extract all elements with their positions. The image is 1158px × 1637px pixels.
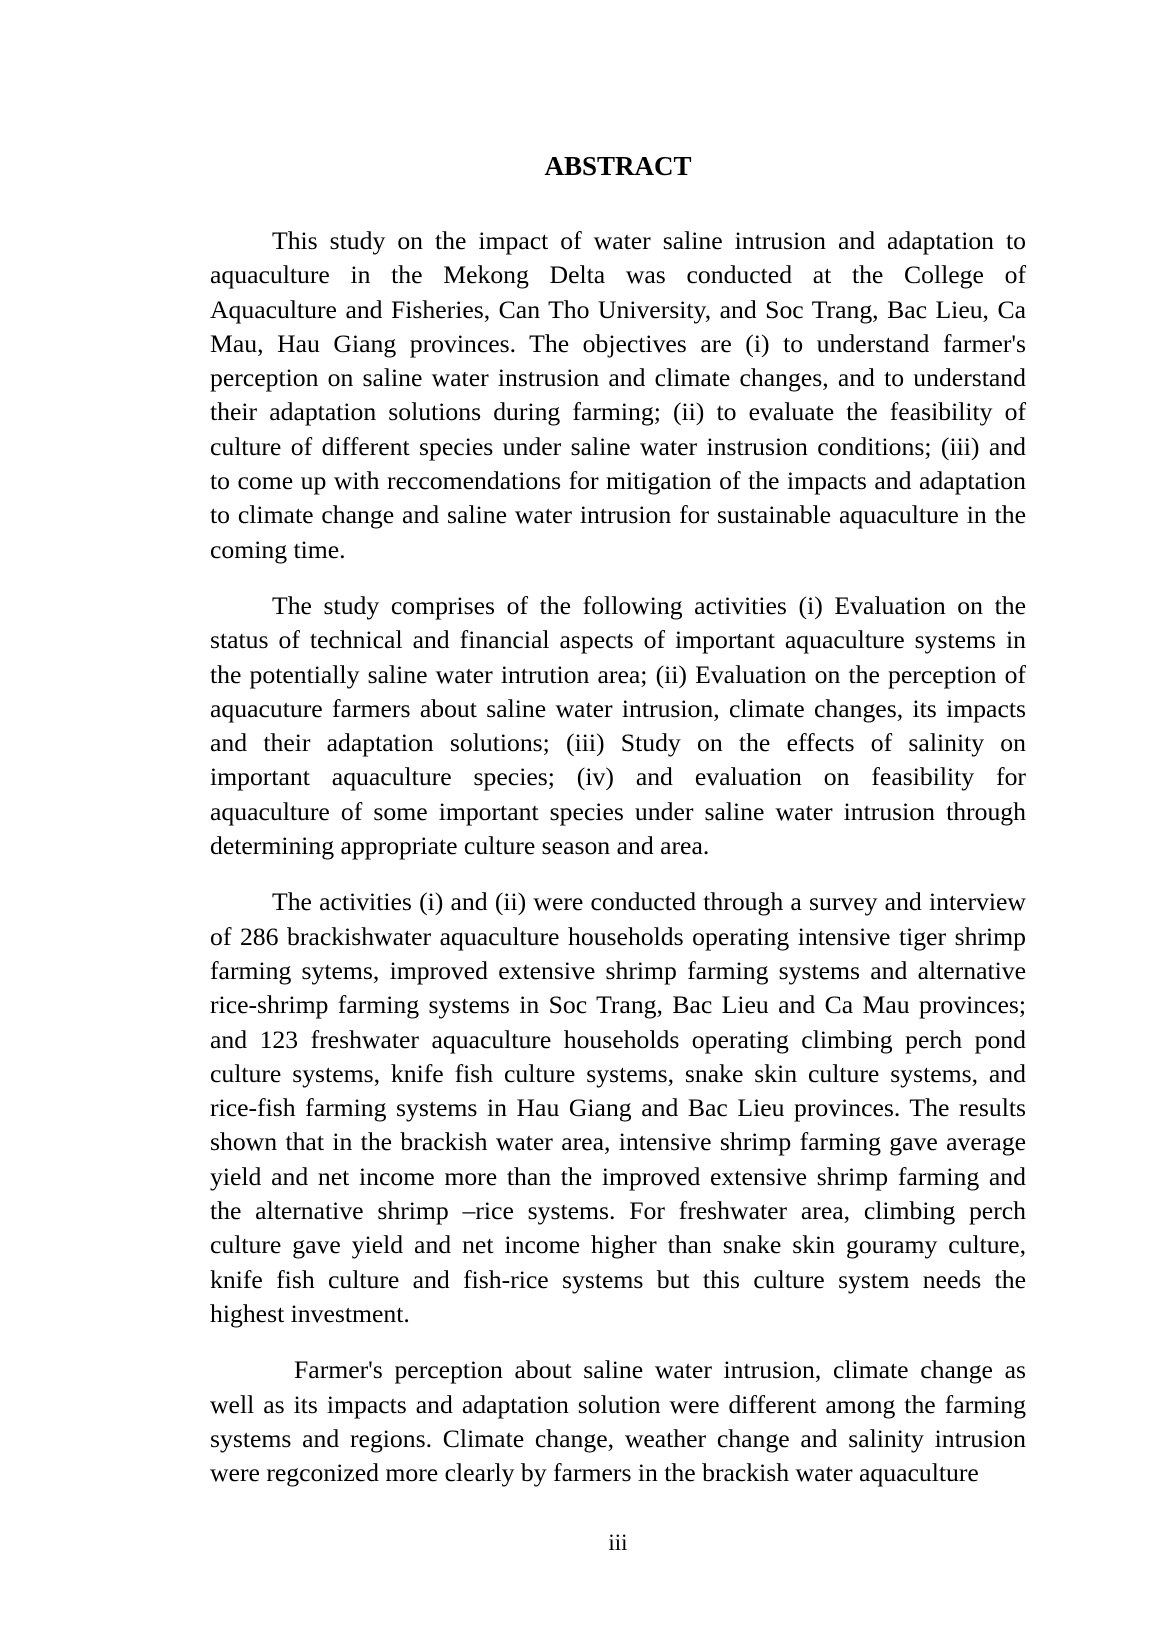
abstract-body	[210, 224, 1026, 1490]
text-line: aquacuture farmers about saline water intrusion, climate changes, its impacts	[210, 693, 1026, 723]
text-line: and 123 freshwater aquaculture households operating climbing perch pond	[210, 1024, 1026, 1054]
text-line: culture systems, knife fish culture systems, snake skin culture systems, and	[210, 1058, 1026, 1088]
paragraph	[210, 589, 1026, 863]
text-line: to climate change and saline water intrusion for sustainable aquaculture in the	[210, 500, 1026, 530]
text-line: shown that in the brackish water area, intensive shrimp farming gave average	[210, 1127, 1026, 1157]
text-line: The activities (i) and (ii) were conducted through a survey and interview	[272, 887, 1026, 917]
text-line: the potentially saline water intrution area; (ii) Evaluation on the perception of	[210, 659, 1026, 689]
text-line: perception on saline water instrusion and climate changes, and to understand	[210, 363, 1026, 393]
page-number: iii	[608, 1530, 628, 1555]
text-line: highest investment.	[210, 1298, 410, 1328]
text-line: The study comprises of the following activities (i) Evaluation on the	[272, 590, 1026, 620]
text-line: the alternative shrimp –rice systems. For freshwater area, climbing perch	[210, 1196, 1026, 1226]
text-line: This study on the impact of water saline intrusion and adaptation to	[272, 226, 1026, 255]
text-line: were regconized more clearly by farmers in the brackish water aquaculture	[210, 1458, 979, 1488]
text-line: aquaculture in the Mekong Delta was conducted at the College of	[210, 260, 1026, 290]
text-line: of 286 brackishwater aquaculture households operating intensive tiger shrimp	[210, 921, 1026, 951]
text-line: farming sytems, improved extensive shrimp farming systems and alternative	[210, 955, 1026, 985]
text-line: Mau, Hau Giang provinces. The objectives are (i) to understand farmer's	[210, 328, 1026, 358]
text-line: rice-shrimp farming systems in Soc Trang, Bac Lieu and Ca Mau provinces;	[210, 990, 1026, 1020]
paragraph	[210, 885, 1026, 1331]
abstract-page-content	[210, 149, 1026, 1490]
text-line: rice-fish farming systems in Hau Giang and Bac Lieu provinces. The results	[210, 1093, 1026, 1123]
text-line: yield and net income more than the improved extensive shrimp farming and	[210, 1161, 1026, 1191]
text-line: their adaptation solutions during farming; (ii) to evaluate the feasibility of	[210, 397, 1026, 427]
text-line: Farmer's perception about saline water intrusion, climate change as	[294, 1355, 1026, 1385]
text-line: to come up with reccomendations for mitigation of the impacts and adaptation	[210, 466, 1026, 496]
text-line: Aquaculture and Fisheries, Can Tho University, and Soc Trang, Bac Lieu, Ca	[210, 294, 1026, 324]
text-line: determining appropriate culture season and area.	[210, 831, 710, 861]
text-line: culture of different species under saline water instrusion conditions; (iii) and	[210, 431, 1026, 461]
paragraph	[210, 1353, 1026, 1490]
text-line: culture gave yield and net income higher than snake skin gouramy culture,	[210, 1230, 1026, 1260]
text-line: and their adaptation solutions; (iii) Study on the effects of salinity on	[210, 728, 1026, 758]
text-line: aquaculture of some important species under saline water intrusion through	[210, 796, 1026, 826]
text-line: knife fish culture and fish-rice systems but this culture system needs the	[210, 1264, 1026, 1294]
text-line: well as its impacts and adaptation solution were different among the farming	[210, 1389, 1026, 1419]
text-line: status of technical and financial aspects of important aquaculture systems in	[210, 625, 1026, 655]
paragraph	[210, 224, 1026, 567]
text-line: important aquaculture species; (iv) and evaluation on feasibility for	[210, 762, 1026, 792]
page-title: ABSTRACT	[544, 151, 692, 181]
text-line: coming time.	[210, 534, 346, 564]
text-line: systems and regions. Climate change, weather change and salinity intrusion	[210, 1423, 1026, 1453]
